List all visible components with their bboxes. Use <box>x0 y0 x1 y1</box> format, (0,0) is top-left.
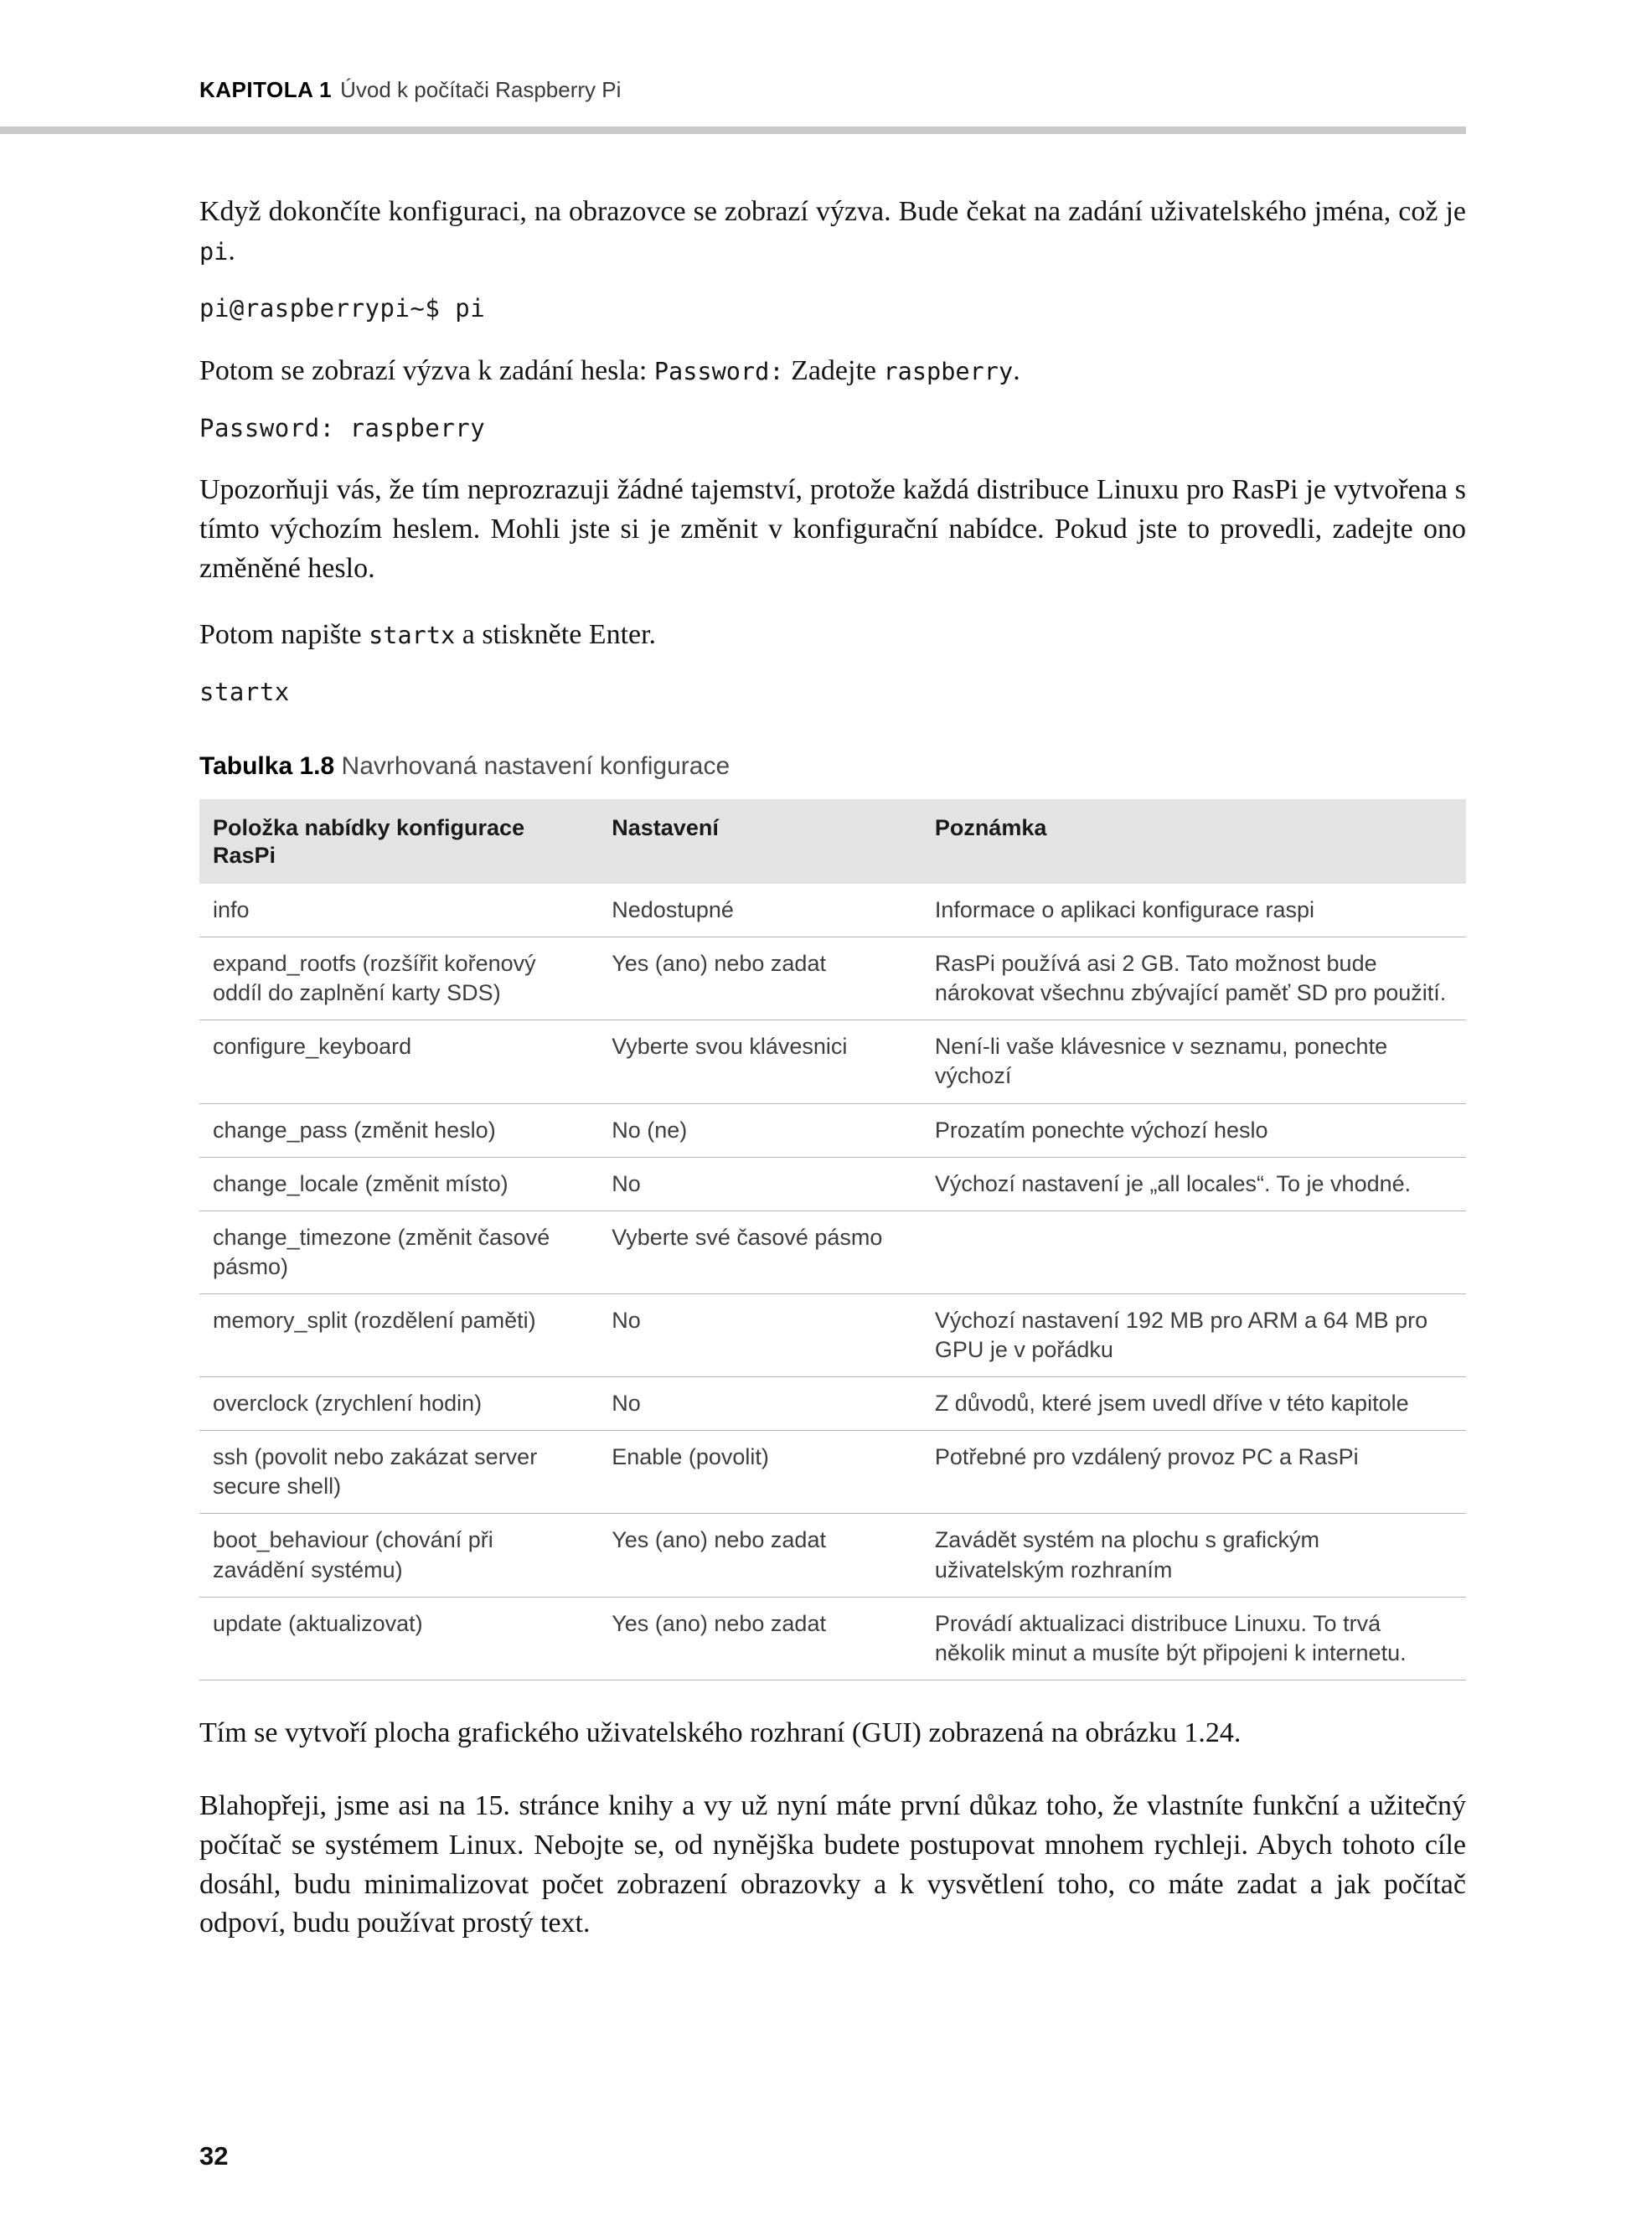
table-row <box>199 1103 1466 1157</box>
table-row <box>199 1020 1466 1103</box>
table-cell: Zavádět systém na plochu s grafickým uživatelským rozhraním <box>922 1514 1466 1597</box>
table-cell: Provádí aktualizaci distribuce Linuxu. To trvá několik minut a musíte být připojeni k internetu. <box>922 1597 1466 1680</box>
table-cell: info <box>199 884 598 937</box>
table-row <box>199 1597 1466 1680</box>
paragraph: Blahopřeji, jsme asi na 15. stránce knihy a vy už nyní máte první důkaz toho, že vlastníte funkční a užitečný počítač se systémem Linux. Nebojte se, od nynějška budete postupovat mnohem rychleji. Abych tohoto cíle dosáhl, budu minimalizovat počet zobrazení obrazovky a k vysvětlení toho, co máte zadat a jak počítač odpoví, budu používat prostý text. <box>199 1789 1466 1939</box>
table-body <box>199 884 1466 1680</box>
table-cell: boot_behaviour (chování při zavádění systému) <box>199 1514 598 1597</box>
column-header: Nastavení <box>598 799 922 885</box>
paragraph <box>199 616 1466 655</box>
table-cell: Výchozí nastavení je „all locales“. To je vhodné. <box>922 1157 1466 1211</box>
table-cell: Yes (ano) nebo zadat <box>598 937 922 1020</box>
paragraph: Tím se vytvoří plocha grafického uživatelského rozhraní (GUI) zobrazená na obrázku 1.24. <box>199 1717 1242 1748</box>
header-rule <box>0 126 1466 134</box>
table-cell: expand_rootfs (rozšířit kořenový oddíl do zaplnění karty SDS) <box>199 937 598 1020</box>
table-row <box>199 1293 1466 1376</box>
paragraph-text: . <box>228 235 235 267</box>
table-cell: Enable (povolit) <box>598 1431 922 1514</box>
paragraph-text: Potom napište <box>199 619 369 650</box>
column-header: Poznámka <box>922 799 1466 885</box>
table-row <box>199 884 1466 937</box>
table-cell: No <box>598 1377 922 1431</box>
code-line: startx <box>199 677 290 706</box>
table-caption-text: Navrhovaná nastavení konfigurace <box>334 751 730 780</box>
inline-code: Password: <box>653 356 784 385</box>
running-head <box>199 77 1466 103</box>
table-cell: Vyberte svou klávesnici <box>598 1020 922 1103</box>
table-cell: change_locale (změnit místo) <box>199 1157 598 1211</box>
inline-code: pi <box>199 237 229 266</box>
table-caption-label: Tabulka 1.8 <box>199 751 335 780</box>
table-cell: memory_split (rozdělení paměti) <box>199 1293 598 1376</box>
table-cell: Vyberte své časové pásmo <box>598 1211 922 1293</box>
table-cell <box>922 1211 1466 1293</box>
paragraph-text: Potom se zobrazí výzva k zadání hesla: <box>199 354 654 386</box>
paragraph-text: Když dokončíte konfiguraci, na obrazovce se zobrazí výzva. Bude čekat na zadání uživatelského jména, což je <box>199 196 1466 228</box>
table-cell: Potřebné pro vzdálený provoz PC a RasPi <box>922 1431 1466 1514</box>
table-cell: Prozatím ponechte výchozí heslo <box>922 1103 1466 1157</box>
table-cell: RasPi používá asi 2 GB. Tato možnost bude nárokovat všechnu zbývající paměť SD pro použití. <box>922 937 1466 1020</box>
table-cell: Nedostupné <box>598 884 922 937</box>
table-row <box>199 1157 1466 1211</box>
table-cell: Výchozí nastavení 192 MB pro ARM a 64 MB pro GPU je v pořádku <box>922 1293 1466 1376</box>
table-row <box>199 1514 1466 1597</box>
table-row <box>199 1377 1466 1431</box>
table-header-row <box>199 799 1466 885</box>
table-cell: change_timezone (změnit časové pásmo) <box>199 1211 598 1293</box>
inline-code: startx <box>369 621 456 649</box>
table-caption <box>199 752 1466 781</box>
paragraph-text: Zadejte <box>783 354 884 386</box>
table-cell: configure_keyboard <box>199 1020 598 1103</box>
code-line: Password: raspberry <box>199 413 486 442</box>
table-cell: overclock (zrychlení hodin) <box>199 1377 598 1431</box>
table-cell: No <box>598 1157 922 1211</box>
inline-code: raspberry <box>883 356 1014 385</box>
table-header <box>199 799 1466 885</box>
page-number: 32 <box>199 2141 229 2171</box>
paragraph <box>199 352 1466 391</box>
table-row <box>199 937 1466 1020</box>
code-line: pi@raspberrypi~$ pi <box>199 294 486 323</box>
table-cell: Z důvodů, které jsem uvedl dříve v této kapitole <box>922 1377 1466 1431</box>
table-row <box>199 1211 1466 1293</box>
table-cell: Yes (ano) nebo zadat <box>598 1514 922 1597</box>
paragraph <box>199 193 1466 271</box>
paragraph-text: a stiskněte Enter. <box>455 619 657 650</box>
paragraph-text: . <box>1013 354 1020 386</box>
chapter-title: Úvod k počítači Raspberry Pi <box>340 77 622 102</box>
table-cell: change_pass (změnit heslo) <box>199 1103 598 1157</box>
chapter-label: KAPITOLA 1 <box>199 77 333 102</box>
column-header: Položka nabídky konfigurace RasPi <box>199 799 598 885</box>
config-table <box>199 799 1466 1680</box>
table-cell: No (ne) <box>598 1103 922 1157</box>
table-cell: No <box>598 1293 922 1376</box>
table-cell: Yes (ano) nebo zadat <box>598 1597 922 1680</box>
table-cell: update (aktualizovat) <box>199 1597 598 1680</box>
table-cell: ssh (povolit nebo zakázat server secure shell) <box>199 1431 598 1514</box>
table-row <box>199 1431 1466 1514</box>
table-cell: Není-li vaše klávesnice v seznamu, ponechte výchozí <box>922 1020 1466 1103</box>
paragraph: Upozorňuji vás, že tím neprozrazuji žádné tajemství, protože každá distribuce Linuxu pro RasPi je vytvořena s tímto výchozím heslem. Mohli jste si je změnit v konfigurační nabídce. Pokud jste to provedli, zadejte ono změněné heslo. <box>199 474 1466 585</box>
table-cell: Informace o aplikaci konfigurace raspi <box>922 884 1466 937</box>
